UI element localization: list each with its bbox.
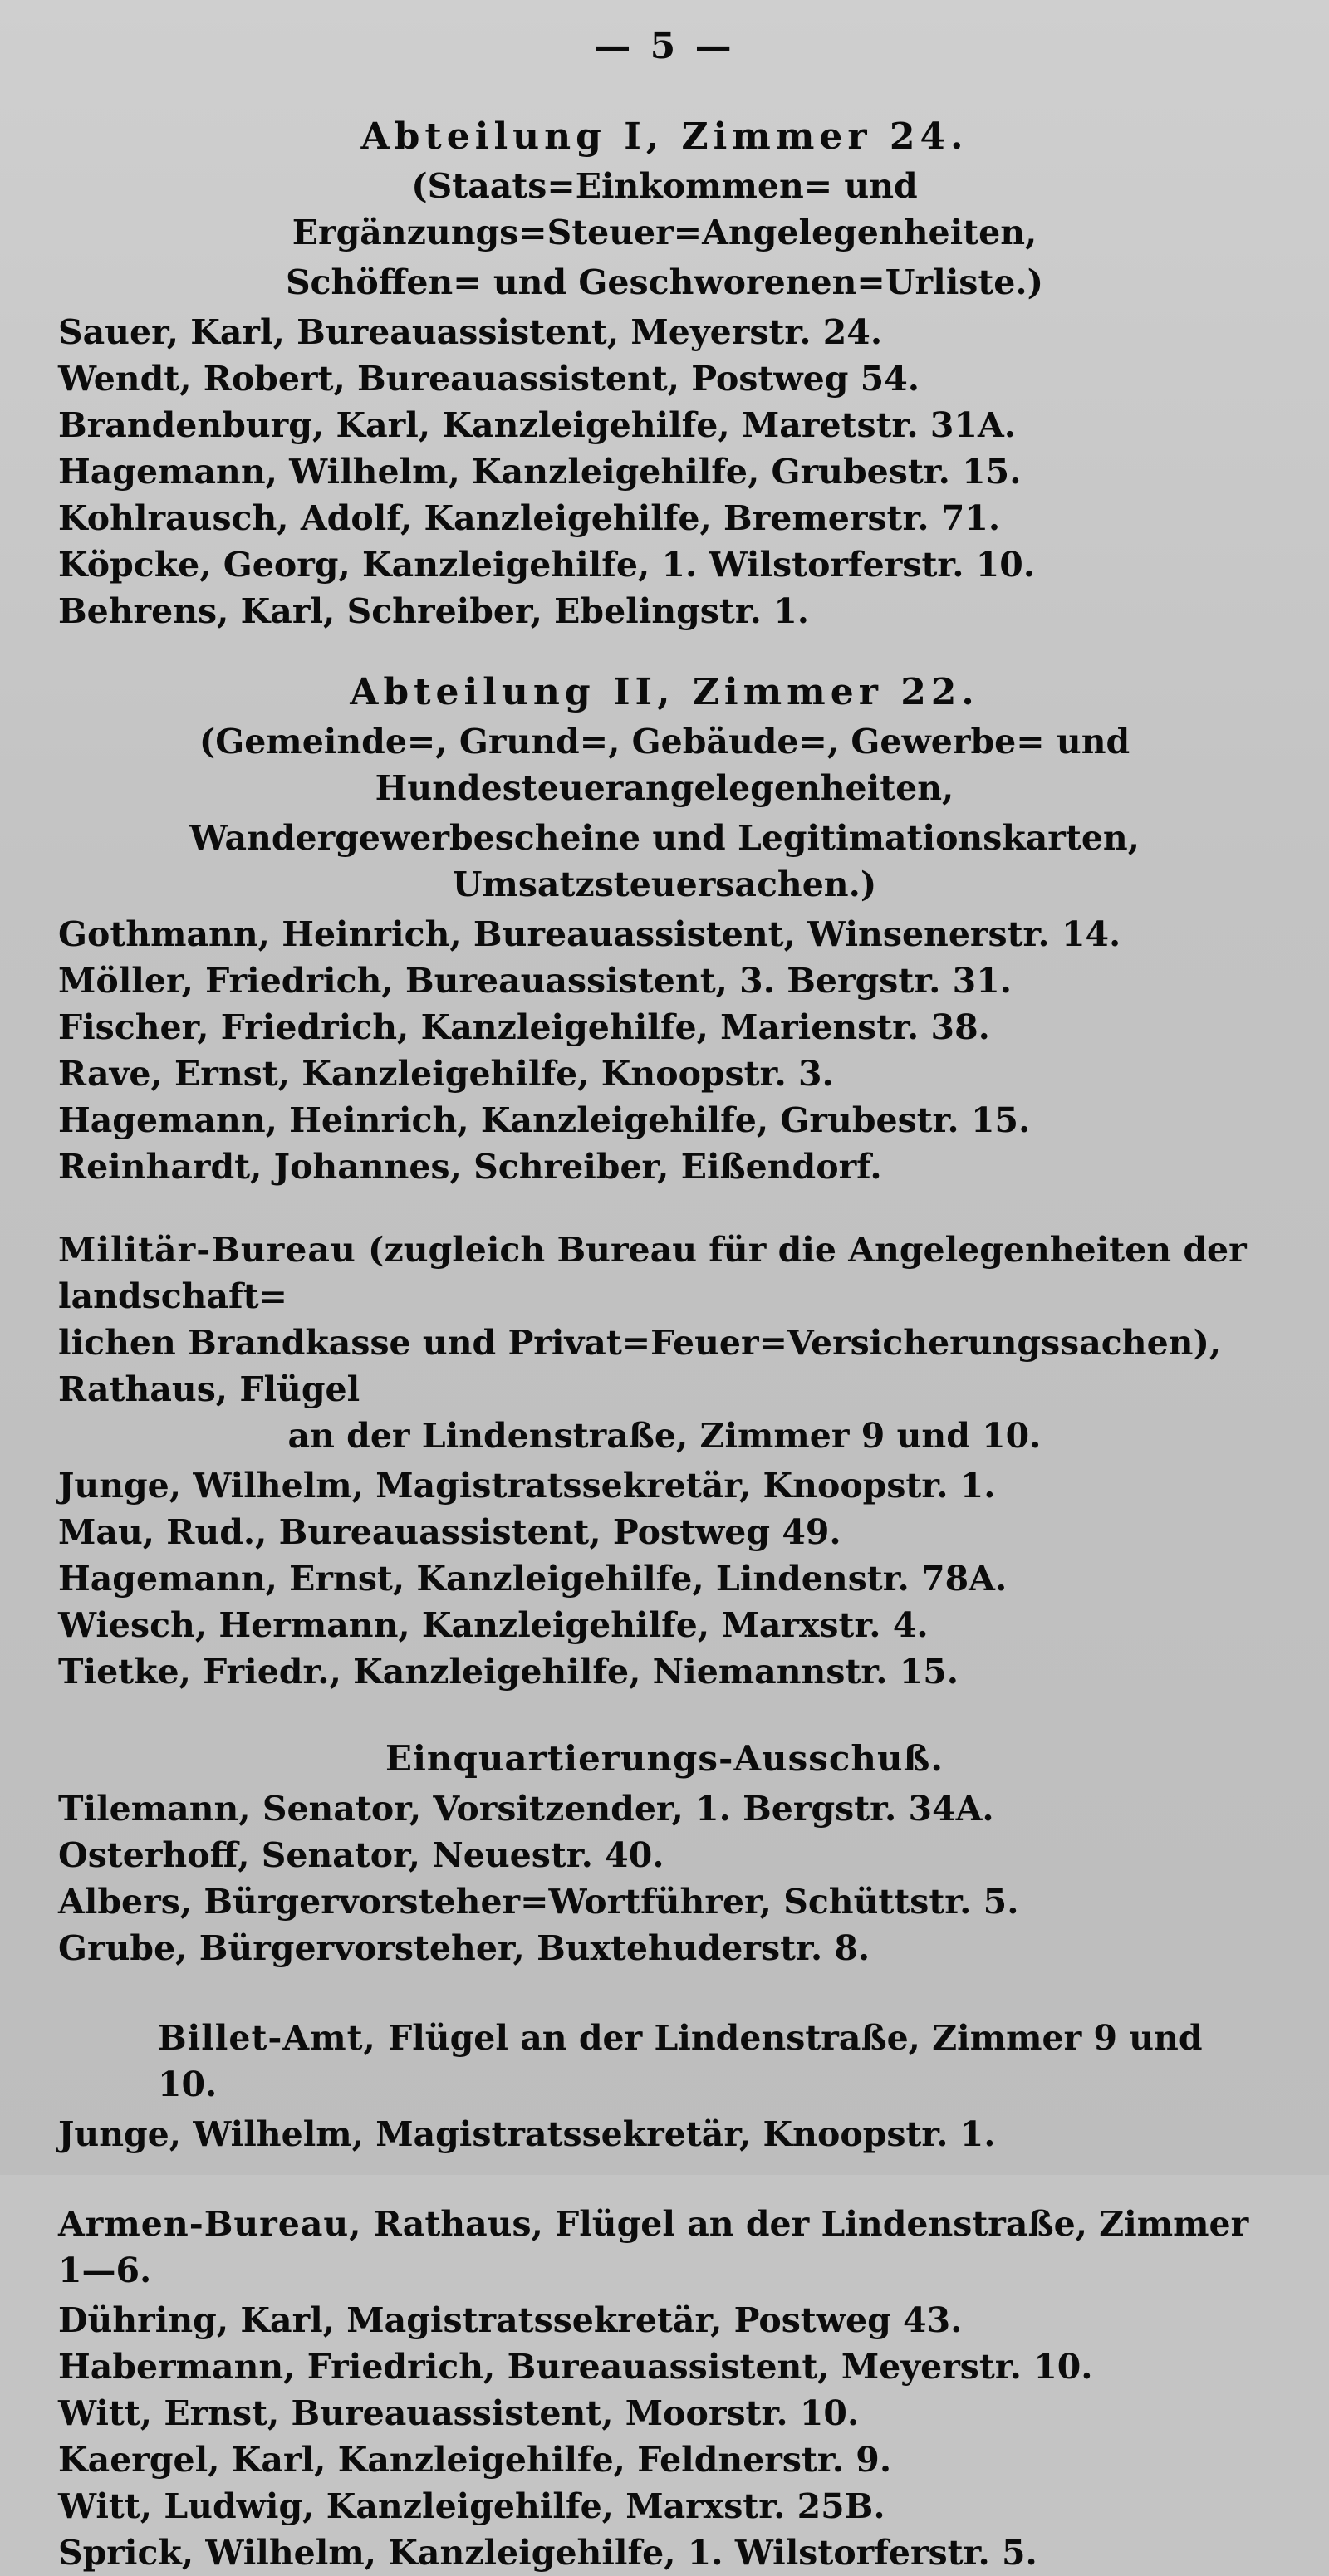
list-item: Möller, Friedrich, Bureauassistent, 3. Bergstr. 31.	[58, 961, 1012, 1001]
list-item: Rave, Ernst, Kanzleigehilfe, Knoopstr. 3.	[58, 1054, 834, 1094]
list-item: Habermann, Friedrich, Bureauassistent, Meyerstr. 10.	[58, 2347, 1093, 2387]
list-item: Junge, Wilhelm, Magistratssekretär, Knoopstr. 1.	[58, 2114, 996, 2154]
spacer	[58, 2157, 1271, 2201]
section-title: Abteilung I, Zimmer 24.	[360, 115, 969, 158]
section-subtitle-line: Schöffen= und Geschworenen=Urliste.)	[285, 262, 1044, 302]
list-item: Grube, Bürgervorsteher, Buxtehuderstr. 8.	[58, 1928, 870, 1968]
section-text: lichen Brandkasse und Privat=Feuer=Versicherungssachen), Rathaus, Flügel	[58, 1323, 1222, 1409]
list-item: Tietke, Friedr., Kanzleigehilfe, Niemannstr. 15.	[58, 1652, 959, 1692]
section-text: Flügel an der Lindenstraße, Zimmer 9 und 10.	[158, 2018, 1203, 2104]
list-item: Mau, Rud., Bureauassistent, Postweg 49.	[58, 1512, 841, 1552]
section-billet-amt	[58, 2015, 1271, 2157]
section-description	[58, 1227, 1271, 1459]
spacer	[58, 634, 1271, 671]
section-heading: Militär-Bureau	[58, 1230, 356, 1270]
section-title: Abteilung II, Zimmer 22.	[350, 671, 979, 713]
list-item: Wiesch, Hermann, Kanzleigehilfe, Marxstr. 4.	[58, 1605, 929, 1645]
list-item: Witt, Ludwig, Kanzleigehilfe, Marxstr. 25B.	[58, 2486, 885, 2526]
section-einquartierung	[58, 1738, 1271, 1971]
spacer	[58, 1695, 1271, 1738]
list-item: Köpcke, Georg, Kanzleigehilfe, 1. Wilstorferstr. 10.	[58, 545, 1036, 585]
page-number: — 5 —	[594, 25, 735, 67]
list-item: Wendt, Robert, Bureauassistent, Postweg 54.	[58, 359, 920, 399]
list-item: Osterhoff, Senator, Neuestr. 40.	[58, 1835, 664, 1875]
list-item: Gothmann, Heinrich, Bureauassistent, Winsenerstr. 14.	[58, 914, 1121, 954]
list-item: Albers, Bürgervorsteher=Wortführer, Schüttstr. 5.	[58, 1882, 1019, 1922]
section-abteilung-2	[58, 671, 1271, 1190]
section-description	[58, 2015, 1271, 2108]
list-item: Reinhardt, Johannes, Schreiber, Eißendorf.	[58, 1147, 882, 1187]
list-item: Kohlrausch, Adolf, Kanzleigehilfe, Bremerstr. 71.	[58, 498, 1001, 538]
list-item: Witt, Ernst, Bureauassistent, Moorstr. 10.	[58, 2393, 860, 2433]
list-item: Brandenburg, Karl, Kanzleigehilfe, Maretstr. 31A.	[58, 405, 1017, 445]
list-item: Kaergel, Karl, Kanzleigehilfe, Feldnerstr. 9.	[58, 2440, 892, 2480]
list-item: Behrens, Karl, Schreiber, Ebelingstr. 1.	[58, 591, 810, 631]
list-item: Dühring, Karl, Magistratssekretär, Postweg 43.	[58, 2300, 963, 2340]
list-item: Sauer, Karl, Bureauassistent, Meyerstr. 24.	[58, 312, 883, 352]
list-item: Hagemann, Wilhelm, Kanzleigehilfe, Grubestr. 15.	[58, 452, 1022, 492]
section-armen-bureau	[58, 2201, 1271, 2576]
list-item: Sprick, Wilhelm, Kanzleigehilfe, 1. Wilstorferstr. 5.	[58, 2533, 1037, 2573]
section-subtitle-line: Wandergewerbescheine und Legitimationskarten, Umsatzsteuersachen.)	[189, 818, 1140, 904]
list-item: Hagemann, Ernst, Kanzleigehilfe, Lindenstr. 78A.	[58, 1559, 1008, 1599]
section-text: an der Lindenstraße, Zimmer 9 und 10.	[287, 1416, 1042, 1456]
section-heading: Einquartierungs-Ausschuß.	[385, 1738, 944, 1779]
section-heading: Billet-Amt,	[158, 2018, 376, 2058]
spacer	[58, 1971, 1271, 2015]
list-item: Fischer, Friedrich, Kanzleigehilfe, Marienstr. 38.	[58, 1007, 990, 1047]
section-text: (zugleich Bureau für die Angelegenheiten der landschaft=	[58, 1230, 1247, 1316]
list-item: Tilemann, Senator, Vorsitzender, 1. Bergstr. 34A.	[58, 1789, 994, 1829]
section-description	[58, 2201, 1271, 2294]
list-item: Junge, Wilhelm, Magistratssekretär, Knoopstr. 1.	[58, 1466, 996, 1506]
section-militaer-bureau	[58, 1227, 1271, 1695]
section-subtitle-line: (Gemeinde=, Grund=, Gebäude=, Gewerbe= und Hundesteuerangelegenheiten,	[199, 722, 1130, 808]
section-text: Rathaus, Flügel an der Lindenstraße, Zimmer 1—6.	[58, 2204, 1249, 2290]
section-abteilung-1	[58, 115, 1271, 634]
section-heading: Armen-Bureau,	[58, 2204, 362, 2244]
section-subtitle-line: (Staats=Einkommen= und Ergänzungs=Steuer=Angelegenheiten,	[292, 166, 1037, 252]
spacer	[58, 1190, 1271, 1227]
list-item: Hagemann, Heinrich, Kanzleigehilfe, Grubestr. 15.	[58, 1100, 1031, 1140]
